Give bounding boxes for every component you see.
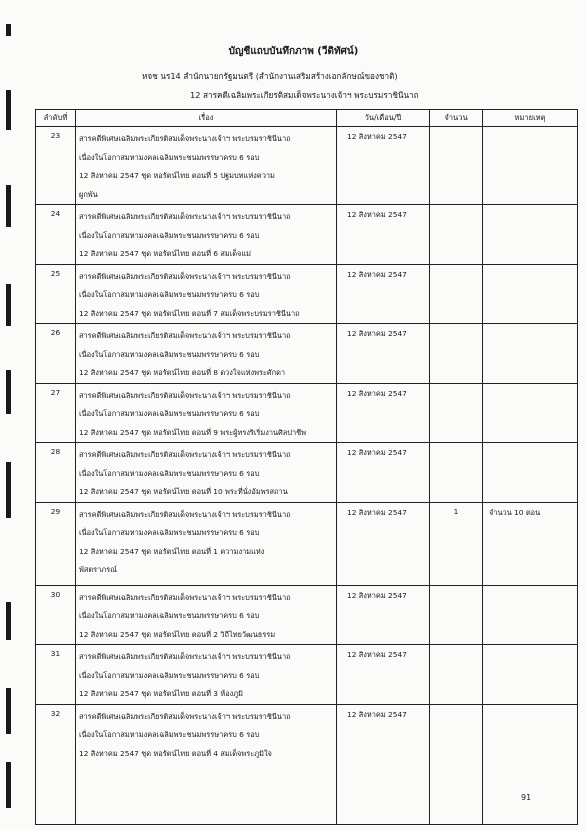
subject-line: ผูกพัน	[79, 189, 98, 199]
subject-line: สารคดีพิเศษเฉลิมพระเกียรติสมเด็จพระนางเจ้าฯ พระบรมราชินีนาถ	[79, 509, 291, 519]
binder-mark-8	[6, 688, 11, 734]
row-number: 24	[36, 205, 76, 265]
binder-mark-6	[6, 462, 11, 518]
row-subject	[76, 383, 337, 443]
row-remark	[483, 127, 578, 205]
subject-line: 12 สิงหาคม 2547 ชุด หอรัตน์ไทย ตอนที่ 7 สมเด็จพระบรมราชินีนาถ	[79, 308, 300, 318]
row-number: 31	[36, 645, 76, 705]
row-quantity	[430, 324, 483, 384]
table-row	[36, 383, 578, 443]
row-quantity	[430, 443, 483, 503]
row-number: 32	[36, 704, 76, 824]
row-subject	[76, 704, 337, 824]
row-quantity	[430, 645, 483, 705]
subject-line: 12 สิงหาคม 2547 ชุด หอรัตน์ไทย ตอนที่ 2 วิถีไทยวัฒนธรรม	[79, 629, 276, 639]
subject-line: 12 สิงหาคม 2547 ชุด หอรัตน์ไทย ตอนที่ 8 ดวงใจแห่งพระศักดา	[79, 368, 286, 377]
subject-line: สารคดีพิเศษเฉลิมพระเกียรติสมเด็จพระนางเจ้าฯ พระบรมราชินีนาถ	[79, 134, 291, 143]
row-quantity	[430, 704, 483, 824]
row-quantity	[430, 127, 483, 205]
row-date: 12 สิงหาคม 2547	[337, 585, 430, 645]
inventory-table	[35, 109, 578, 825]
table-row	[36, 645, 578, 705]
row-subject	[76, 502, 337, 585]
subject-line: สารคดีพิเศษเฉลิมพระเกียรติสมเด็จพระนางเจ้าฯ พระบรมราชินีนาถ	[79, 592, 291, 602]
row-date: 12 สิงหาคม 2547	[337, 704, 430, 824]
row-subject	[76, 645, 337, 705]
row-quantity	[430, 585, 483, 645]
row-quantity	[430, 264, 483, 324]
subject-line: สารคดีพิเศษเฉลิมพระเกียรติสมเด็จพระนางเจ้าฯ พระบรมราชินีนาถ	[79, 271, 291, 281]
table-row	[36, 127, 578, 205]
binder-mark-4	[6, 284, 11, 326]
table-row	[36, 443, 578, 503]
subject-line: 12 สิงหาคม 2547 ชุด หอรัตน์ไทย ตอนที่ 9 พระผู้ทรงริเริ่มงานศิลปาชีพ	[79, 427, 307, 437]
subject-line: 12 สิงหาคม 2547 ชุด หอรัตน์ไทย ตอนที่ 6 สมเด็จแม่	[79, 249, 252, 258]
binder-mark-3	[6, 185, 11, 227]
binder-mark-9	[6, 762, 11, 808]
row-subject	[76, 127, 337, 205]
subject-line: สารคดีพิเศษเฉลิมพระเกียรติสมเด็จพระนางเจ้าฯ พระบรมราชินีนาถ	[79, 652, 291, 661]
table-row	[36, 205, 578, 265]
subject-line: สารคดีพิเศษเฉลิมพระเกียรติสมเด็จพระนางเจ้าฯ พระบรมราชินีนาถ	[79, 711, 291, 721]
binder-mark-1	[6, 24, 11, 36]
subject-line: 12 สิงหาคม 2547 ชุด หอรัตน์ไทย ตอนที่ 5 ปฐมบทแห่งความ	[79, 171, 275, 180]
subject-line: พัสตราภรณ์	[79, 565, 117, 574]
row-subject	[76, 443, 337, 503]
row-number: 23	[36, 127, 76, 205]
row-number: 28	[36, 443, 76, 503]
row-date: 12 สิงหาคม 2547	[337, 443, 430, 503]
column-header-quantity: จำนวน	[430, 110, 483, 127]
subject-line: สารคดีพิเศษเฉลิมพระเกียรติสมเด็จพระนางเจ้าฯ พระบรมราชินีนาถ	[79, 212, 291, 221]
subject-line: เนื่องในโอกาสมหามงคลเฉลิมพระชนมพรรษาครบ 6 รอบ	[79, 528, 260, 537]
row-remark	[483, 264, 578, 324]
binder-mark-5	[6, 370, 11, 414]
row-remark	[483, 443, 578, 503]
row-subject	[76, 264, 337, 324]
row-date: 12 สิงหาคม 2547	[337, 127, 430, 205]
row-remark: จำนวน 10 ตอน	[483, 502, 578, 585]
subject-line: 12 สิงหาคม 2547 ชุด หอรัตน์ไทย ตอนที่ 4 สมเด็จพระภูมิใจ	[79, 748, 272, 758]
row-date: 12 สิงหาคม 2547	[337, 324, 430, 384]
binder-mark-7	[6, 602, 11, 640]
row-subject	[76, 324, 337, 384]
subject-line: สารคดีพิเศษเฉลิมพระเกียรติสมเด็จพระนางเจ้าฯ พระบรมราชินีนาถ	[79, 331, 291, 340]
subject-line: 12 สิงหาคม 2547 ชุด หอรัตน์ไทย ตอนที่ 10 พระที่นั่งอัมพรสถาน	[79, 487, 288, 496]
row-date: 12 สิงหาคม 2547	[337, 264, 430, 324]
page-title: บัญชีแถบบันทึกภาพ (วีดิทัศน์)	[228, 46, 359, 57]
row-remark	[483, 205, 578, 265]
row-remark	[483, 704, 578, 824]
subject-line: เนื่องในโอกาสมหามงคลเฉลิมพระชนมพรรษาครบ 6 รอบ	[79, 468, 260, 478]
table-row	[36, 704, 578, 824]
row-subject	[76, 205, 337, 265]
subject-line: สารคดีพิเศษเฉลิมพระเกียรติสมเด็จพระนางเจ้าฯ พระบรมราชินีนาถ	[79, 450, 291, 459]
table-row	[36, 264, 578, 324]
subject-line: 12 สิงหาคม 2547 ชุด หอรัตน์ไทย ตอนที่ 3 ห้องภูมิ	[79, 689, 244, 698]
row-number: 26	[36, 324, 76, 384]
column-header-subject: เรื่อง	[76, 110, 337, 127]
row-number: 30	[36, 585, 76, 645]
row-quantity	[430, 383, 483, 443]
subject-line: เนื่องในโอกาสมหามงคลเฉลิมพระชนมพรรษาครบ 6 รอบ	[79, 730, 260, 739]
row-date: 12 สิงหาคม 2547	[337, 383, 430, 443]
section-title: 12 สารคดีเฉลิมพระเกียรติสมเด็จพระนางเจ้าฯ พระบรมราชินีนาถ	[190, 90, 419, 100]
row-remark	[483, 645, 578, 705]
column-header-no: ลำดับที่	[36, 110, 76, 127]
collection-group: หจช นร14 สำนักนายกรัฐมนตรี (สำนักงานเสริมสร้างเอกลักษณ์ของชาติ)	[142, 71, 398, 81]
subject-line: เนื่องในโอกาสมหามงคลเฉลิมพระชนมพรรษาครบ 6 รอบ	[79, 611, 260, 620]
page-number: 91	[521, 793, 532, 802]
row-number: 25	[36, 264, 76, 324]
row-date: 12 สิงหาคม 2547	[337, 502, 430, 585]
table-row	[36, 502, 578, 585]
row-number: 29	[36, 502, 76, 585]
binder-mark-2	[6, 90, 11, 130]
row-date: 12 สิงหาคม 2547	[337, 205, 430, 265]
subject-line: เนื่องในโอกาสมหามงคลเฉลิมพระชนมพรรษาครบ 6 รอบ	[79, 670, 260, 680]
row-quantity: 1	[430, 502, 483, 585]
table-header-row	[36, 110, 578, 127]
row-remark	[483, 383, 578, 443]
row-date: 12 สิงหาคม 2547	[337, 645, 430, 705]
row-quantity	[430, 205, 483, 265]
subject-line: เนื่องในโอกาสมหามงคลเฉลิมพระชนมพรรษาครบ 6 รอบ	[79, 230, 260, 240]
row-subject	[76, 585, 337, 645]
subject-line: เนื่องในโอกาสมหามงคลเฉลิมพระชนมพรรษาครบ 6 รอบ	[79, 409, 260, 418]
row-remark	[483, 585, 578, 645]
row-number: 27	[36, 383, 76, 443]
subject-line: เนื่องในโอกาสมหามงคลเฉลิมพระชนมพรรษาครบ 6 รอบ	[79, 152, 260, 162]
subject-line: 12 สิงหาคม 2547 ชุด หอรัตน์ไทย ตอนที่ 1 ความงามแห่ง	[79, 546, 265, 556]
subject-line: สารคดีพิเศษเฉลิมพระเกียรติสมเด็จพระนางเจ้าฯ พระบรมราชินีนาถ	[79, 390, 291, 400]
table-row	[36, 324, 578, 384]
row-remark	[483, 324, 578, 384]
subject-line: เนื่องในโอกาสมหามงคลเฉลิมพระชนมพรรษาครบ 6 รอบ	[79, 349, 260, 359]
table-row	[36, 585, 578, 645]
column-header-remark: หมายเหตุ	[483, 110, 578, 127]
column-header-date: วัน/เดือน/ปี	[337, 110, 430, 127]
subject-line: เนื่องในโอกาสมหามงคลเฉลิมพระชนมพรรษาครบ 6 รอบ	[79, 290, 260, 299]
